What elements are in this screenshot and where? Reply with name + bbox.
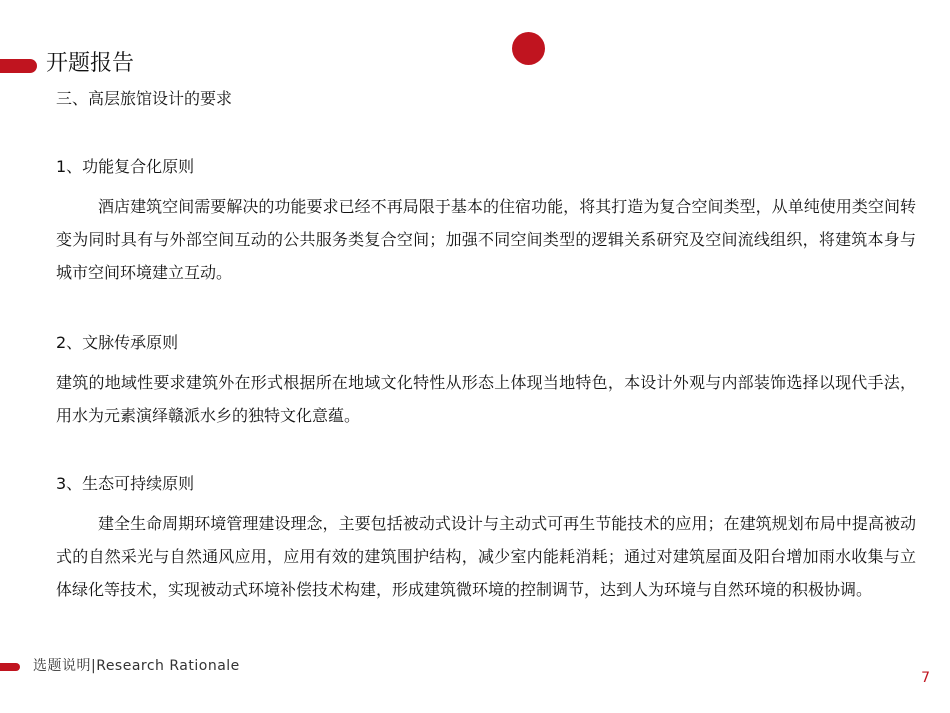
footer-accent-bar [0, 663, 20, 671]
page-number: 7 [921, 670, 930, 686]
section-body: 建全生命周期环境管理建设理念，主要包括被动式设计与主动式可再生节能技术的应用；在建筑规划布局中提高被动式的自然采光与自然通风应用，应用有效的建筑围护结构，减少室内能耗消耗；通过对建筑屋面及阳台增加雨水收集与立体绿化等技术，实现被动式环境补偿技术构建，形成建筑微环境的控制调节，达到人为环境与自然环境的积极协调。 [56, 514, 916, 599]
section-body: 酒店建筑空间需要解决的功能要求已经不再局限于基本的住宿功能，将其打造为复合空间类型，从单纯使用类空间转变为同时具有与外部空间互动的公共服务类复合空间；加强不同空间类型的逻辑关系研究及空间流线组织，将建筑本身与城市空间环境建立互动。 [56, 197, 916, 282]
section-3 [56, 472, 916, 606]
section-body: 建筑的地域性要求建筑外在形式根据所在地域文化特性从形态上体现当地特色，本设计外观与内部装饰选择以现代手法，用水为元素演绎赣派水乡的独特文化意蕴。 [56, 373, 916, 425]
header-accent-bar [0, 59, 37, 73]
footer-label: 选题说明|Research Rationale [33, 658, 240, 674]
section-1 [56, 155, 916, 289]
decorative-circle [512, 32, 545, 65]
section-heading: 3、生态可持续原则 [56, 474, 195, 493]
section-subtitle: 三、高层旅馆设计的要求 [56, 89, 233, 108]
page-title: 开题报告 [46, 51, 135, 76]
section-heading: 2、文脉传承原则 [56, 333, 179, 352]
section-2 [56, 331, 916, 432]
section-heading: 1、功能复合化原则 [56, 157, 195, 176]
